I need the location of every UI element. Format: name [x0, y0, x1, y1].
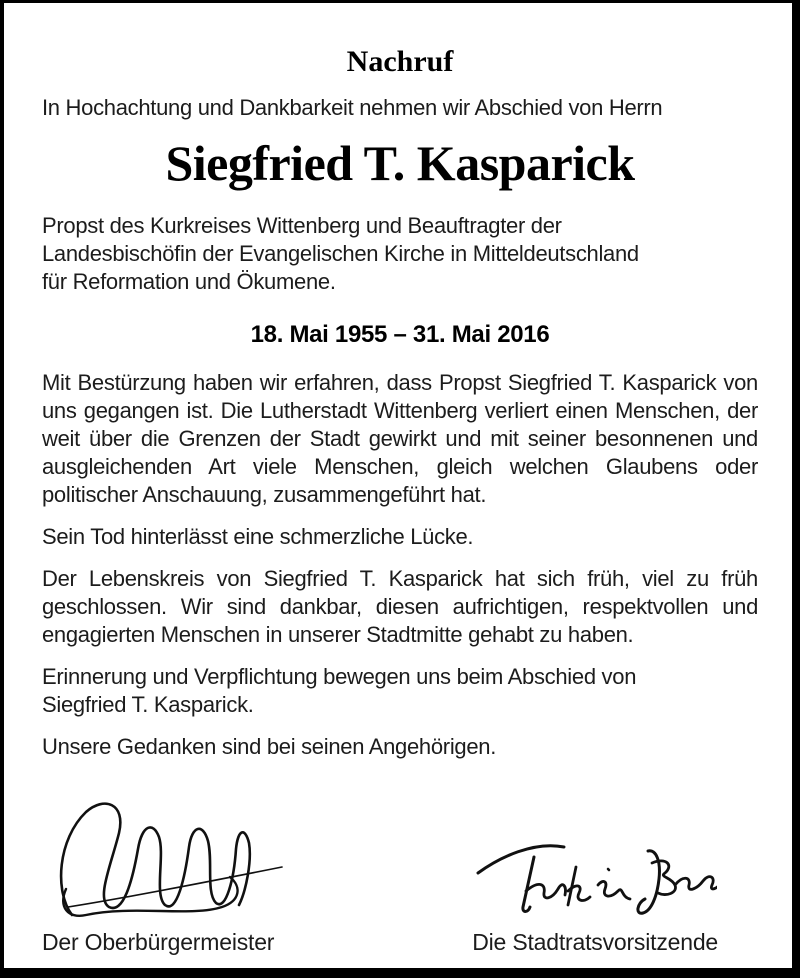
condolence-line: Unsere Gedanken sind bei seinen Angehörigen. [42, 734, 497, 759]
signature-block-chairwoman [472, 829, 718, 957]
obituary-content [4, 44, 792, 978]
paragraph-farewell [42, 663, 758, 719]
role-line: Propst des Kurkreises Wittenberg und Beauftragter der [42, 213, 562, 238]
paragraph-gratitude: Der Lebenskreis von Siegfried T. Kasparick hat sich früh, viel zu früh geschlossen. Wir sind dankbar, diesen aufrichtigen, respektvollen und engagierten Menschen in unserer Stadtmitte gehabt zu haben. [42, 566, 758, 647]
signature-block-mayor [42, 795, 287, 957]
role-line: Landesbischöfin der Evangelischen Kirche in Mitteldeutschland [42, 241, 639, 266]
farewell-line: Erinnerung und Verpflichtung bewegen uns beim Abschied von [42, 664, 637, 689]
obituary-header-label: Nachruf [346, 45, 454, 78]
signature-row [42, 779, 758, 957]
role-line: für Reformation und Ökumene. [42, 269, 336, 294]
chairwoman-title-label: Die Stadtratsvorsitzende [472, 929, 718, 955]
deceased-name-heading: Siegfried T. Kasparick [165, 135, 635, 191]
life-dates: 18. Mai 1955 – 31. Mai 2016 [250, 321, 550, 348]
chairwoman-signature-image [472, 829, 717, 917]
paragraph-loss: Sein Tod hinterlässt eine schmerzliche Lücke. [42, 524, 474, 549]
mayor-title-label: Der Oberbürgermeister [42, 929, 275, 955]
paragraph-mourning: Mit Bestürzung haben wir erfahren, dass Propst Siegfried T. Kasparick von uns gegangen ist. Die Lutherstadt Wittenberg verliert einen Menschen, der weit über die Grenzen der Stadt gewirkt und mit seiner besonnenen und ausgleichenden Art viele Menschen, gleich welchen Glaubens oder politischer Anschauung, zusammengeführt hat. [42, 370, 758, 507]
farewell-line: Siegfried T. Kasparick. [42, 692, 254, 717]
intro-line: In Hochachtung und Dankbarkeit nehmen wir Abschied von Herrn [42, 95, 663, 120]
mayor-signature-image [52, 795, 287, 923]
role-description [42, 212, 758, 296]
